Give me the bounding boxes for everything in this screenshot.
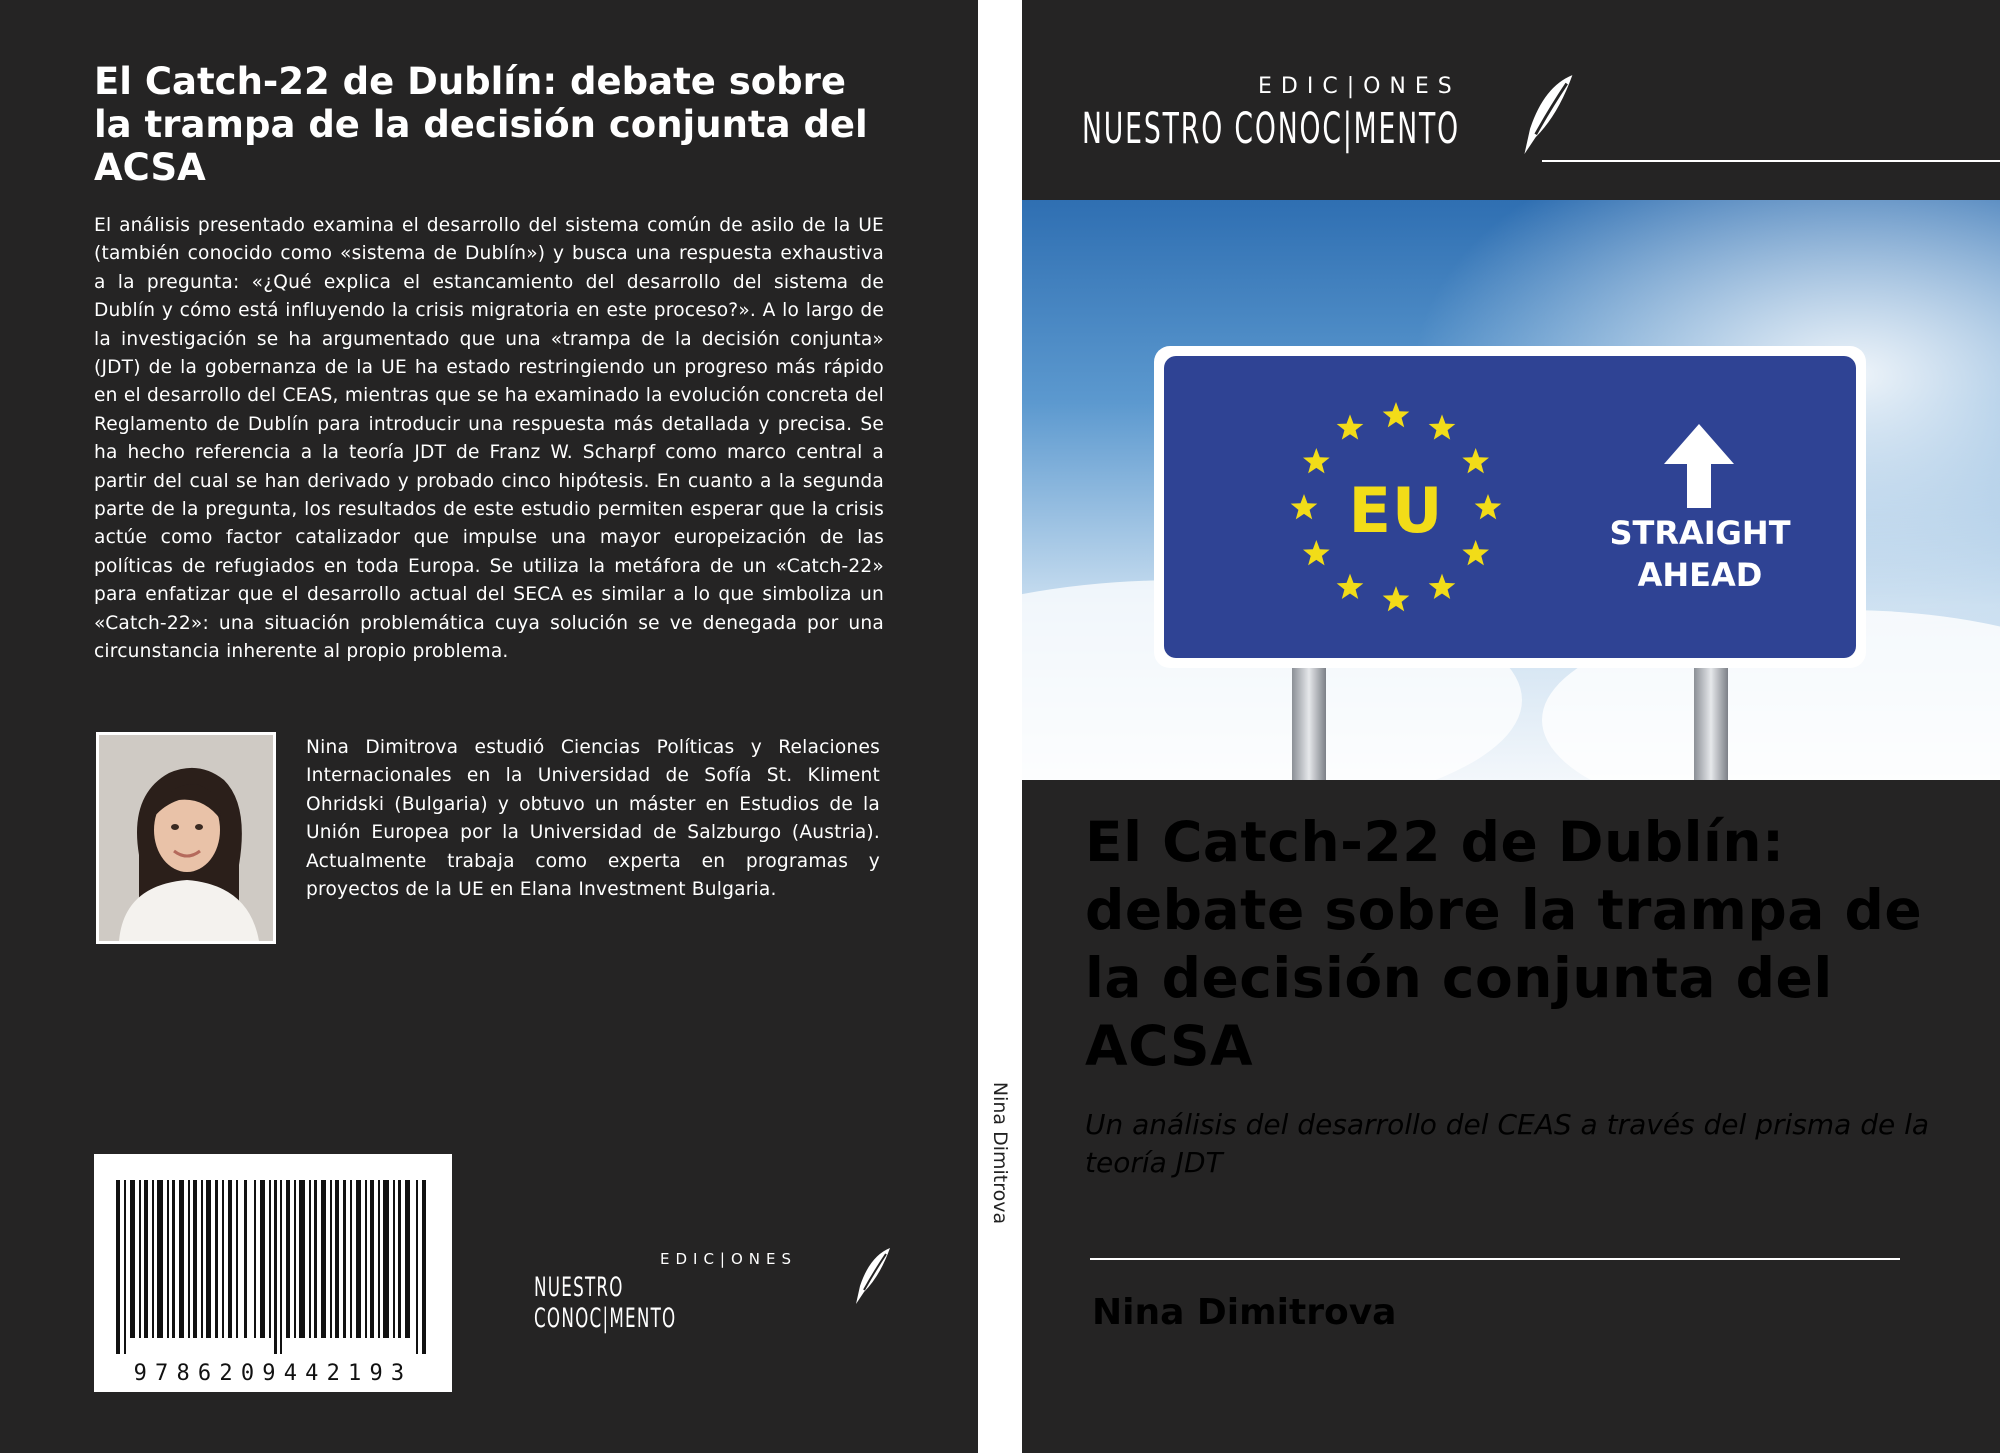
sign-post-left <box>1292 668 1326 780</box>
eu-star-icon <box>1475 494 1502 519</box>
sign-direction-line1: STRAIGHT <box>1609 514 1791 552</box>
barcode-icon <box>94 1154 452 1354</box>
author-portrait-icon <box>99 735 273 941</box>
isbn-digits: 9786209442193 <box>133 1361 413 1386</box>
back-cover-title: El Catch-22 de Dublín: debate sobre la trampa de la decisión conjunta del ACSA <box>94 60 868 189</box>
quill-pen-icon <box>1516 70 1578 162</box>
eu-star-icon <box>1337 574 1364 599</box>
publisher-logo-line1: EDIC|ONES <box>660 1250 798 1268</box>
author-bio: Nina Dimitrova estudió Ciencias Políticas y Relaciones Internacionales en la Universidad de Sofía St. Kliment Ohridski (Bulgaria) y obtuvo un máster en Estudios de la Unión Europea por la Universidad de Salzburgo (Austria). Actualmente trabaja como experta en programas y proyectos de la UE en Elana Investment Bulgaria. <box>306 737 880 901</box>
eu-star-icon <box>1337 414 1364 439</box>
book-spine <box>978 0 1022 1453</box>
sign-direction-line2: AHEAD <box>1637 556 1763 594</box>
sign-post-right <box>1694 668 1728 780</box>
back-cover <box>0 0 978 1453</box>
eu-star-icon <box>1383 586 1410 611</box>
spine-author: Nina Dimitrova <box>989 1081 1011 1225</box>
publisher-logo-front <box>1082 74 2000 174</box>
up-arrow-icon <box>1664 424 1734 508</box>
publisher-logo-line2: NUESTRO CONOC|MENTO <box>1082 104 1461 154</box>
eu-star-icon <box>1429 574 1456 599</box>
eu-star-icon <box>1462 448 1489 473</box>
eu-star-icon <box>1291 494 1318 519</box>
front-cover-divider <box>1090 1258 1900 1260</box>
author-photo <box>96 732 276 944</box>
eu-star-icon <box>1303 448 1330 473</box>
sign-panel <box>1164 356 1856 658</box>
front-cover-subtitle: Un análisis del desarrollo del CEAS a través del prisma de la teoría JDT <box>1085 1108 1930 1179</box>
back-cover-description: El análisis presentado examina el desarrollo del sistema común de asilo de la UE (también conocido como «sistema de Dublín») y busca una respuesta exhaustiva a la pregunta: «¿Qué explica el estancamiento del desarrollo del sistema de Dublín y cómo está influyendo la crisis migratoria en este proceso?». A lo largo de la investigación se ha argumentado que una «trampa de la decisión conjunta» (JDT) de la gobernanza de la UE ha estado restringiendo un progreso más rápido en el desarrollo del CEAS, mientras que se ha examinado la evolución concreta del Reglamento de Dublín para introducir una respuesta más detallada y precisa. Se ha hecho referencia a la teoría JDT de Franz W. Scharpf como marco central a partir del cual se han derivado y probado cinco hipótesis. En cuanto a la segunda parte de la pregunta, los resultados de este estudio permiten esperar que la crisis actúe como factor catalizador que impulse una mayor europeización de las políticas de refugiados en toda Europa. Se utiliza la metáfora de un «Catch-22» para enfatizar que el desarrollo actual del SECA es similar a lo que simboliza un «Catch-22»: una situación problemática cuya solución se ve denegada por una circunstancia inherente al propio problema. <box>94 215 884 663</box>
sign-eu-label: EU <box>1348 474 1444 547</box>
front-cover <box>1022 0 2000 1453</box>
front-cover-title: El Catch-22 de Dublín: debate sobre la trampa de la decisión conjunta del ACSA <box>1085 810 1923 1078</box>
eu-star-icon <box>1429 414 1456 439</box>
front-cover-author: Nina Dimitrova <box>1092 1292 1397 1333</box>
isbn-barcode <box>94 1154 452 1392</box>
logo-rule <box>1542 160 2000 162</box>
publisher-logo-back <box>534 1250 894 1334</box>
cover-photo <box>1022 200 2000 780</box>
publisher-logo-line2: NUESTRO CONOC|MENTO <box>534 1272 677 1334</box>
eu-star-icon <box>1462 540 1489 565</box>
publisher-logo-line1: EDIC|ONES <box>1258 74 1461 99</box>
eu-star-icon <box>1383 402 1410 427</box>
quill-pen-icon <box>850 1246 894 1308</box>
